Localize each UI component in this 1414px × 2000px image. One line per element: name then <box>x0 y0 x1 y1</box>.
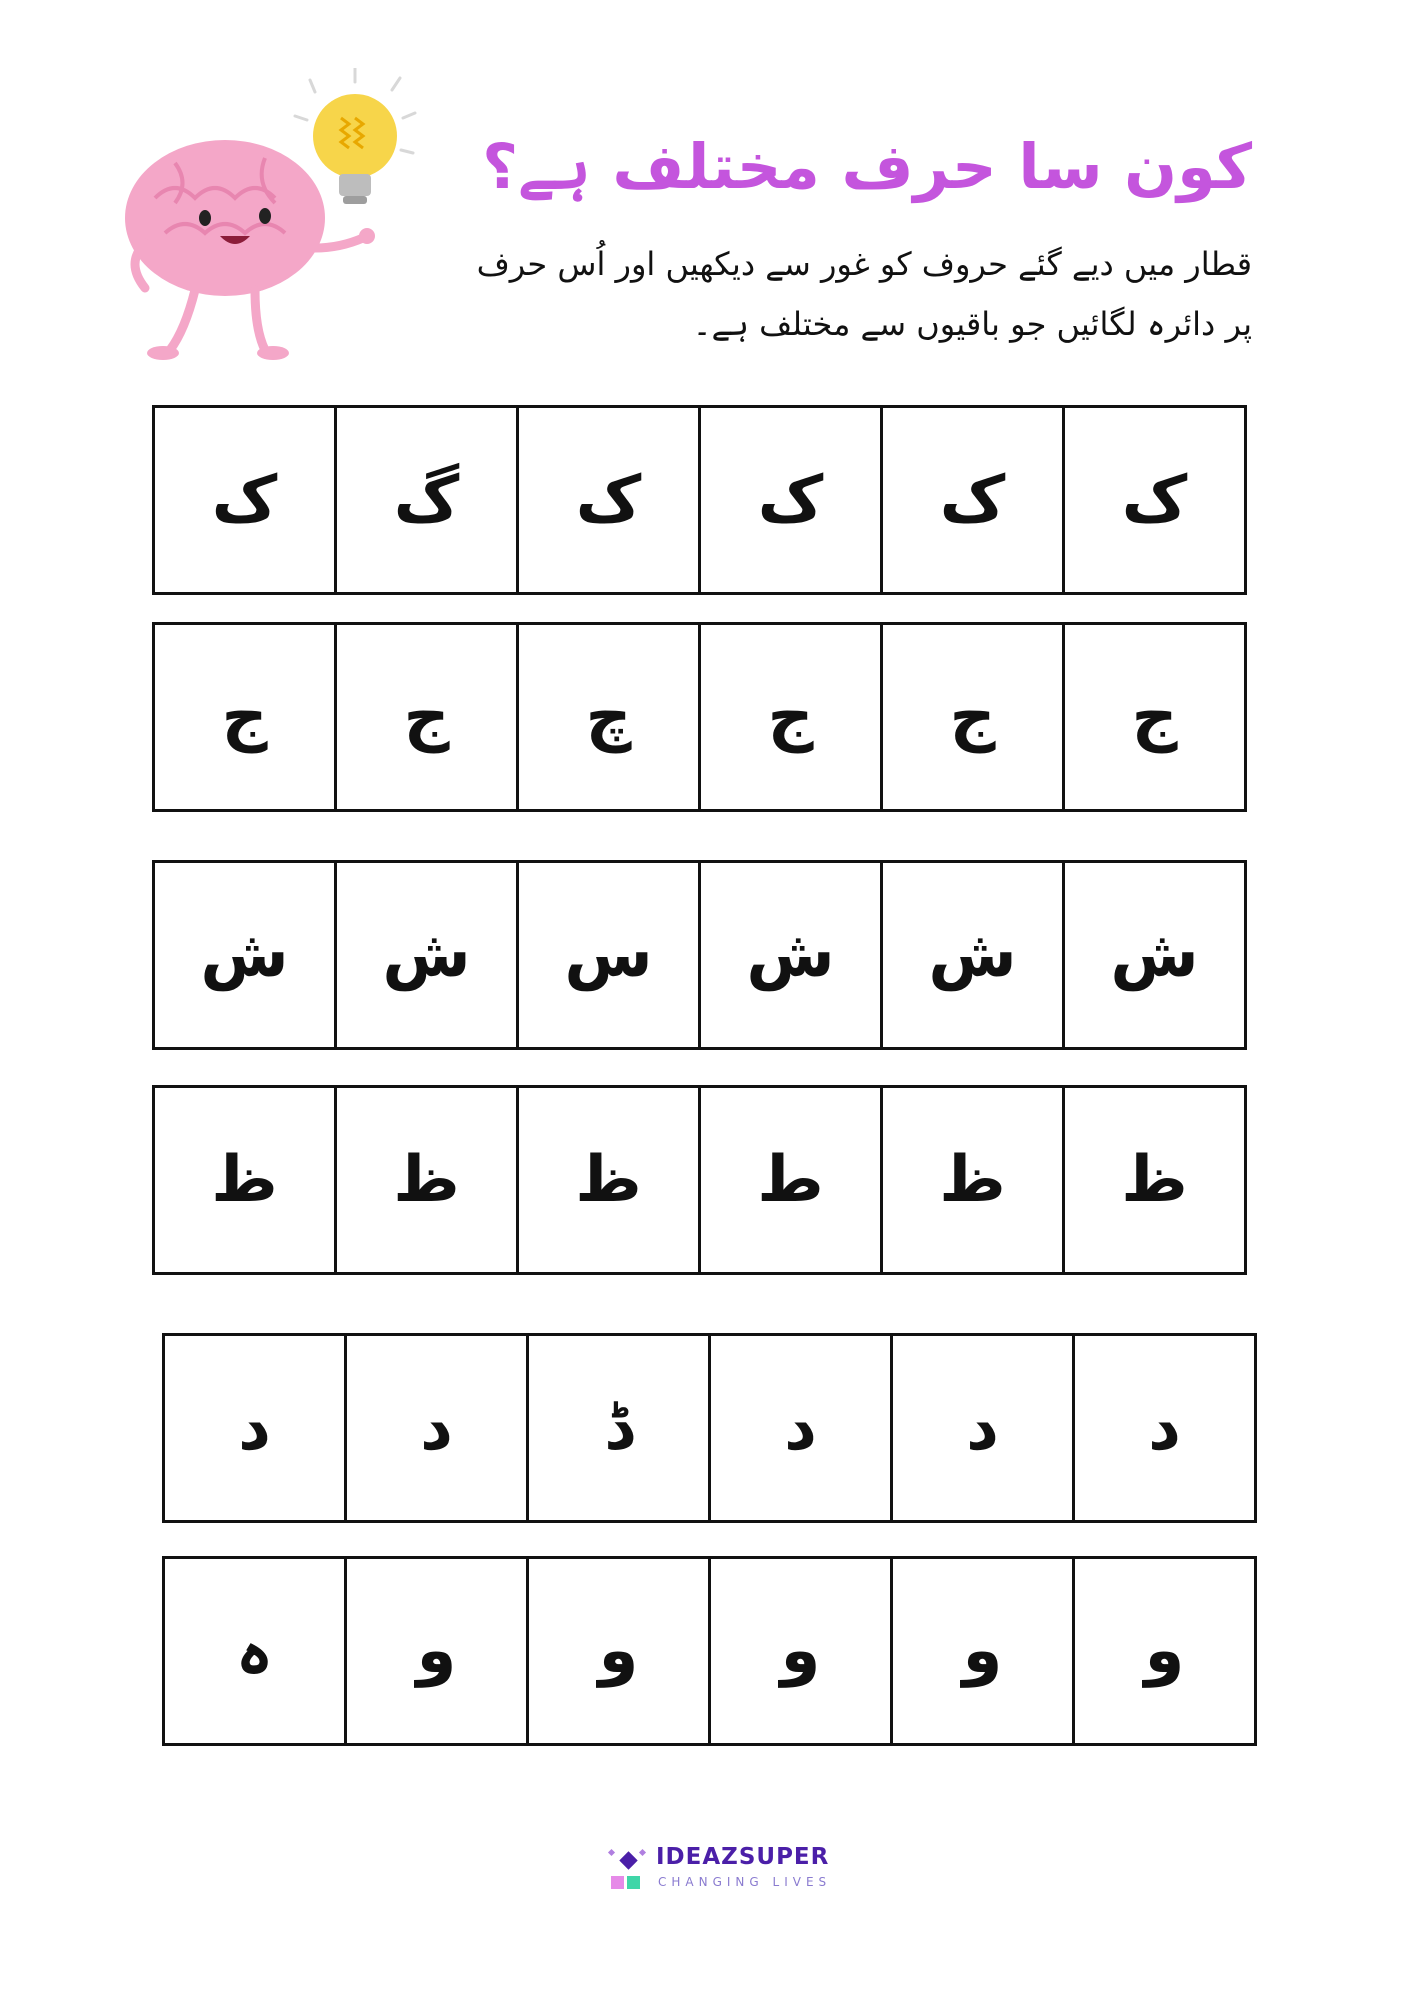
letter-cell[interactable]: ک <box>698 405 883 595</box>
letter-cell[interactable]: ج <box>1062 622 1247 812</box>
light-bulb-icon <box>313 94 397 204</box>
letter-cell[interactable]: ک <box>516 405 701 595</box>
letter-row-1 <box>152 405 1247 595</box>
instruction-line-1: قطار میں دیے گئے حروف کو غور سے دیکھیں اور اُس حرف <box>476 245 1252 283</box>
letter-cell[interactable]: ظ <box>1062 1085 1247 1275</box>
letter-cell[interactable]: ش <box>698 860 883 1050</box>
letter-cell[interactable]: ج <box>880 622 1065 812</box>
letter-cell[interactable]: و <box>708 1556 893 1746</box>
brand-name: IDEAZSUPER <box>656 1844 830 1870</box>
letter-cell[interactable]: ظ <box>152 1085 337 1275</box>
letter-cell[interactable]: ک <box>152 405 337 595</box>
letter-cell[interactable]: د <box>1072 1333 1257 1523</box>
letter-row-4 <box>152 1085 1247 1275</box>
letter-cell[interactable]: گ <box>334 405 519 595</box>
page-title: کون سا حرف مختلف ہے؟ <box>482 130 1252 203</box>
brand-tagline: CHANGING LIVES <box>658 1875 832 1889</box>
letter-cell[interactable]: ش <box>880 860 1065 1050</box>
letter-cell[interactable]: چ <box>516 622 701 812</box>
letter-cell[interactable]: د <box>344 1333 529 1523</box>
letter-cell[interactable]: و <box>344 1556 529 1746</box>
instruction-line-2: پر دائرہ لگائیں جو باقیوں سے مختلف ہے۔ <box>692 305 1252 343</box>
letter-row-2 <box>152 622 1247 812</box>
letter-cell[interactable]: ج <box>152 622 337 812</box>
letter-cell[interactable]: د <box>162 1333 347 1523</box>
letter-cell[interactable]: ش <box>334 860 519 1050</box>
letter-cell[interactable]: و <box>526 1556 711 1746</box>
letter-cell[interactable]: ج <box>698 622 883 812</box>
letter-row-6 <box>162 1556 1257 1746</box>
letter-cell[interactable]: ظ <box>516 1085 701 1275</box>
letter-cell[interactable]: ظ <box>880 1085 1065 1275</box>
letter-cell[interactable]: و <box>890 1556 1075 1746</box>
letter-cell[interactable]: ک <box>1062 405 1247 595</box>
letter-cell[interactable]: ک <box>880 405 1065 595</box>
letter-cell[interactable]: ڈ <box>526 1333 711 1523</box>
letter-cell[interactable]: ہ <box>162 1556 347 1746</box>
letter-cell[interactable]: ش <box>152 860 337 1050</box>
letter-cell[interactable]: ش <box>1062 860 1247 1050</box>
letter-cell[interactable]: س <box>516 860 701 1050</box>
letter-cell[interactable]: د <box>708 1333 893 1523</box>
letter-cell[interactable]: د <box>890 1333 1075 1523</box>
letter-cell[interactable]: ظ <box>334 1085 519 1275</box>
letter-cell[interactable]: و <box>1072 1556 1257 1746</box>
letter-cell[interactable]: ج <box>334 622 519 812</box>
letter-row-3 <box>152 860 1247 1050</box>
letter-row-5 <box>162 1333 1257 1523</box>
letter-cell[interactable]: ط <box>698 1085 883 1275</box>
